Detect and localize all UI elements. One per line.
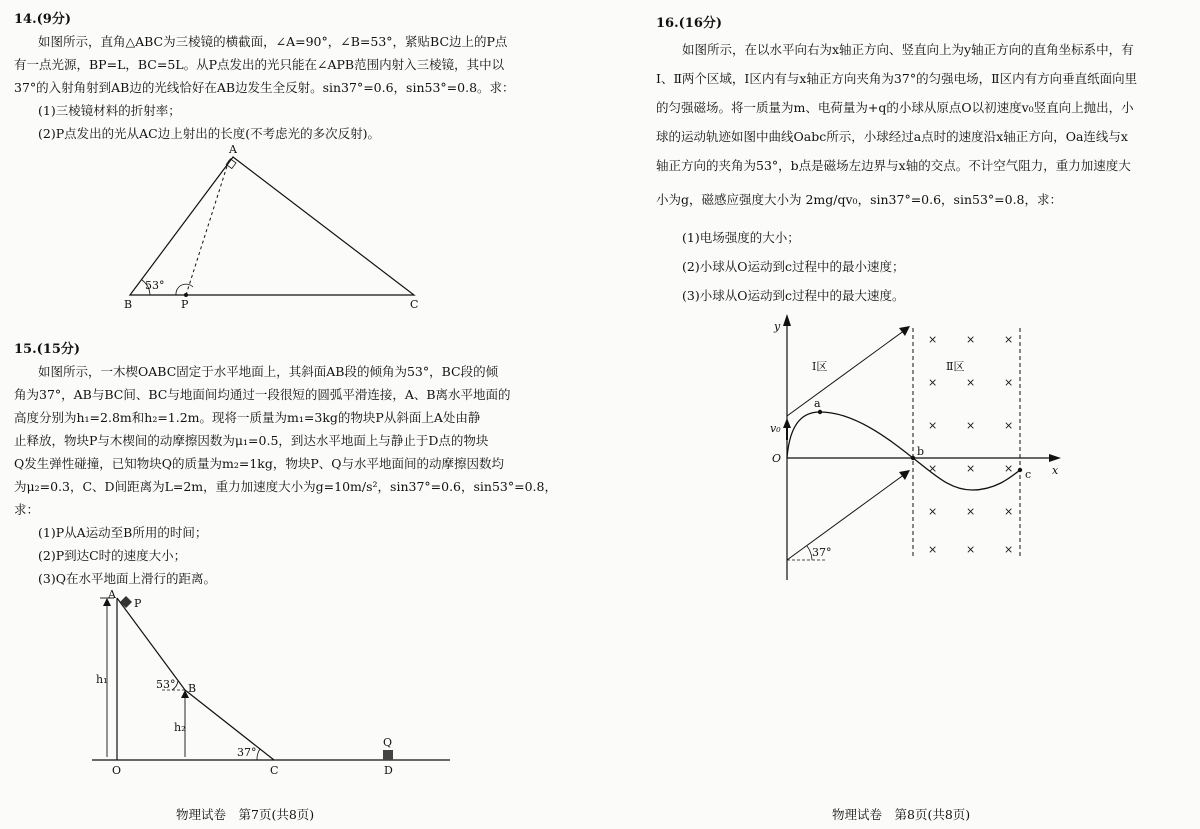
label-b: B xyxy=(188,682,197,695)
field-arrow-upper xyxy=(787,330,905,416)
label-v0: v₀ xyxy=(770,422,781,435)
angle-37-arc xyxy=(257,749,260,760)
block-q xyxy=(383,750,393,760)
q14-line-2: 有一点光源，BP=L，BC=5L。从P点发出的光只能在∠APB范围内射入三棱镜，其中以 xyxy=(14,57,505,72)
point-a xyxy=(818,410,822,414)
q15-line-2: 角为37°，AB与BC间、BC与地面间均通过一段很短的圆弧平滑连接，A、B离水平地面的 xyxy=(14,387,511,402)
label-h2: h₂ xyxy=(174,721,186,734)
label-d: D xyxy=(384,764,393,777)
label-a: A xyxy=(108,588,116,601)
block-p xyxy=(120,596,132,608)
label-37: 37° xyxy=(237,746,257,759)
label-37: 37° xyxy=(812,546,832,559)
q16-line-3: 的匀强磁场。将一质量为m、电荷量为+q的小球从原点O以初速度v₀竖直向上抛出，小 xyxy=(656,100,1134,115)
field-cross: × xyxy=(966,505,976,518)
field-cross: × xyxy=(1004,505,1014,518)
q15-sub-2: (2)P到达C时的速度大小； xyxy=(38,548,187,563)
label-a: A xyxy=(229,143,237,156)
q14-heading: 14.(9分) xyxy=(14,12,71,27)
footer-page-7: 物理试卷 第7页(共8页) xyxy=(176,807,315,822)
q15-line-1: 如图所示，一木楔OABC固定于水平地面上，其斜面AB段的倾角为53°，BC段的倾 xyxy=(38,364,499,379)
field-cross: × xyxy=(966,543,976,556)
wedge-bc xyxy=(185,690,274,760)
field-cross: × xyxy=(928,333,938,346)
label-p: P xyxy=(181,298,189,311)
q16-line-5: 轴正方向的夹角为53°，b点是磁场左边界与x轴的交点。不计空气阻力，重力加速度大 xyxy=(656,158,1131,173)
field-cross: × xyxy=(928,462,938,475)
label-h1: h₁ xyxy=(96,673,108,686)
field-arrow-upper-head xyxy=(899,326,910,336)
q15-line-6: 为μ₂=0.3，C、D间距离为L=2m，重力加速度大小为g=10m/s²，sin37°=0.6，sin53°=0.8， xyxy=(14,479,557,494)
label-x: x xyxy=(1052,464,1059,477)
label-o: O xyxy=(112,764,122,777)
q16-line-2: Ⅰ、Ⅱ两个区域，Ⅰ区内有与x轴正方向夹角为37°的匀强电场，Ⅱ区内有方向垂直纸面向里 xyxy=(656,71,1138,86)
q15-line-4: 止释放，物块P与木楔间的动摩擦因数为μ₁=0.5，到达水平地面上与静止于D点的物块 xyxy=(14,433,489,448)
q16-sub-1: (1)电场强度的大小； xyxy=(682,230,800,245)
v0-arrow-head xyxy=(783,418,791,428)
q14-line-1: 如图所示，直角△ABC为三棱镜的横截面，∠A=90°，∠B=53°，紧贴BC边上的P点 xyxy=(38,34,508,49)
q15-line-3: 高度分别为h₁=2.8m和h₂=1.2m。现将一质量为m₁=3kg的物块P从斜面上A处由静 xyxy=(14,410,481,425)
field-cross: × xyxy=(1004,376,1014,389)
field-cross: × xyxy=(1004,462,1014,475)
field-cross: × xyxy=(928,543,938,556)
field-cross: × xyxy=(928,505,938,518)
field-cross: × xyxy=(1004,333,1014,346)
q16-sub-2: (2)小球从O运动到c过程中的最小速度； xyxy=(682,259,905,274)
x-axis-arrow xyxy=(1049,454,1061,462)
label-53: 53° xyxy=(156,678,176,691)
wedge-ab xyxy=(117,598,185,690)
point-b xyxy=(911,456,915,460)
label-zone-1: Ⅰ区 xyxy=(812,360,828,373)
q16-heading: 16.(16分) xyxy=(656,16,723,31)
q16-line-1: 如图所示，在以水平向右为x轴正方向、竖直向上为y轴正方向的直角坐标系中，有 xyxy=(682,42,1134,57)
field-cross: × xyxy=(966,462,976,475)
label-53: 53° xyxy=(145,279,165,292)
field-cross: × xyxy=(966,419,976,432)
q14-sub-1: (1)三棱镜材料的折射率； xyxy=(38,103,181,118)
field-cross: × xyxy=(928,376,938,389)
footer-page-8: 物理试卷 第8页(共8页) xyxy=(832,807,971,822)
label-p: P xyxy=(134,597,142,610)
field-arrow-lower xyxy=(787,474,905,560)
field-cross: × xyxy=(966,376,976,389)
field-arrow-lower-head xyxy=(899,470,910,480)
field-cross: × xyxy=(1004,543,1014,556)
q15-line-7: 求： xyxy=(14,502,40,517)
q16-line-6: 小为g，磁感应强度大小为 2mg/qv₀，sin37°=0.6，sin53°=0.8，求： xyxy=(656,192,1063,207)
magnetic-field-crosses xyxy=(928,333,1013,556)
q16-field-figure xyxy=(600,0,1200,829)
label-zone-2: Ⅱ区 xyxy=(946,360,965,373)
label-b: b xyxy=(917,445,925,458)
label-y: y xyxy=(774,320,781,333)
q15-heading: 15.(15分) xyxy=(14,342,81,357)
trajectory-oabc xyxy=(787,412,1020,490)
label-c: c xyxy=(1025,468,1032,481)
q14-line-3: 37°的入射角射到AB边的光线恰好在AB边发生全反射。sin37°=0.6，sin53°=0.8。求： xyxy=(14,80,515,95)
label-b: B xyxy=(124,298,133,311)
label-c: C xyxy=(410,298,419,311)
q14-sub-2: (2)P点发出的光从AC边上射出的长度(不考虑光的多次反射)。 xyxy=(38,126,380,141)
q15-line-5: Q发生弹性碰撞，已知物块Q的质量为m₂=1kg，物块P、Q与水平地面间的动摩擦因数均 xyxy=(14,456,505,471)
field-cross: × xyxy=(1004,419,1014,432)
label-a: a xyxy=(814,397,821,410)
q15-sub-1: (1)P从A运动至B所用的时间； xyxy=(38,525,208,540)
field-cross: × xyxy=(966,333,976,346)
y-axis-arrow xyxy=(783,314,791,326)
point-c xyxy=(1018,468,1022,472)
label-q: Q xyxy=(383,736,393,749)
label-o: O xyxy=(772,452,782,465)
label-c: C xyxy=(270,764,279,777)
q15-sub-3: (3)Q在水平地面上滑行的距离。 xyxy=(38,571,216,586)
q16-line-4: 球的运动轨迹如图中曲线Oabc所示，小球经过a点时的速度沿x轴正方向，Oa连线与x xyxy=(656,129,1128,144)
q16-sub-3: (3)小球从O运动到c过程中的最大速度。 xyxy=(682,288,905,303)
field-cross: × xyxy=(928,419,938,432)
